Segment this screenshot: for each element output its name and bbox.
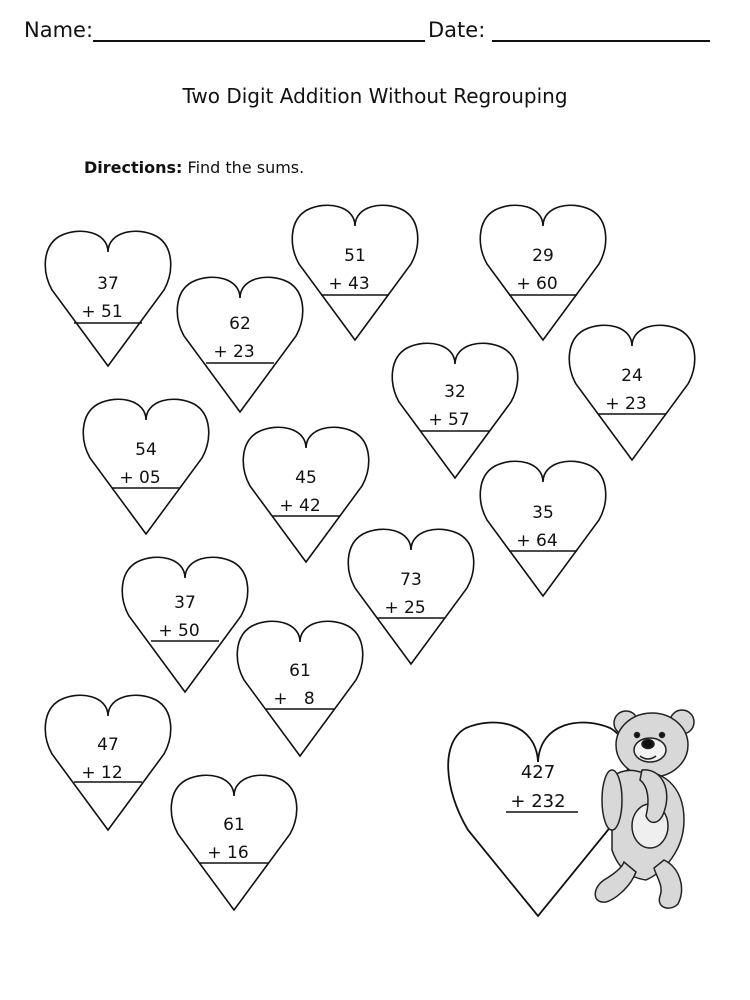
big-problem-top: 427	[520, 762, 556, 783]
problem-top: 35	[532, 503, 554, 523]
problem-top: 73	[400, 570, 422, 590]
problem-bottom: + 8	[273, 689, 315, 709]
problem-top: 51	[344, 246, 366, 266]
problem-top: 37	[174, 593, 196, 613]
heart-icon	[83, 399, 208, 534]
problem-top: 54	[135, 440, 157, 460]
heart-icon	[243, 427, 368, 562]
problem-top: 61	[223, 815, 245, 835]
problem-bottom: + 23	[605, 394, 647, 414]
problem-bottom: + 50	[158, 621, 200, 641]
problem-bottom: + 23	[213, 342, 255, 362]
worksheet-title: Two Digit Addition Without Regrouping	[182, 84, 568, 108]
problem-bottom: + 42	[279, 496, 321, 516]
name-label: Name:	[24, 18, 94, 42]
heart-icon	[480, 461, 605, 596]
problem-top: 29	[532, 246, 554, 266]
problem-bottom: + 25	[384, 598, 426, 618]
heart-icon	[348, 529, 473, 664]
problem-bottom: + 51	[81, 302, 123, 322]
problem-top: 24	[621, 366, 643, 386]
problem-bottom: + 64	[516, 531, 558, 551]
heart-icon	[45, 231, 170, 366]
directions-label: Directions:	[84, 158, 183, 177]
heart-icon	[292, 205, 417, 340]
heart-icon	[569, 325, 694, 460]
big-problem-bottom: + 232	[510, 791, 566, 812]
problem-top: 62	[229, 314, 251, 334]
heart-icon	[480, 205, 605, 340]
directions-text: Find the sums.	[187, 158, 305, 177]
problem-top: 37	[97, 274, 119, 294]
problem-top: 32	[444, 382, 466, 402]
problem-bottom: + 43	[328, 274, 370, 294]
problem-top: 45	[295, 468, 317, 488]
problem-top: 61	[289, 661, 311, 681]
problem-bottom: + 12	[81, 763, 123, 783]
problem-top: 47	[97, 735, 119, 755]
problem-bottom: + 16	[207, 843, 249, 863]
problem-bottom: + 05	[119, 468, 161, 488]
date-label: Date:	[428, 18, 486, 42]
problem-bottom: + 57	[428, 410, 470, 430]
problem-bottom: + 60	[516, 274, 558, 294]
